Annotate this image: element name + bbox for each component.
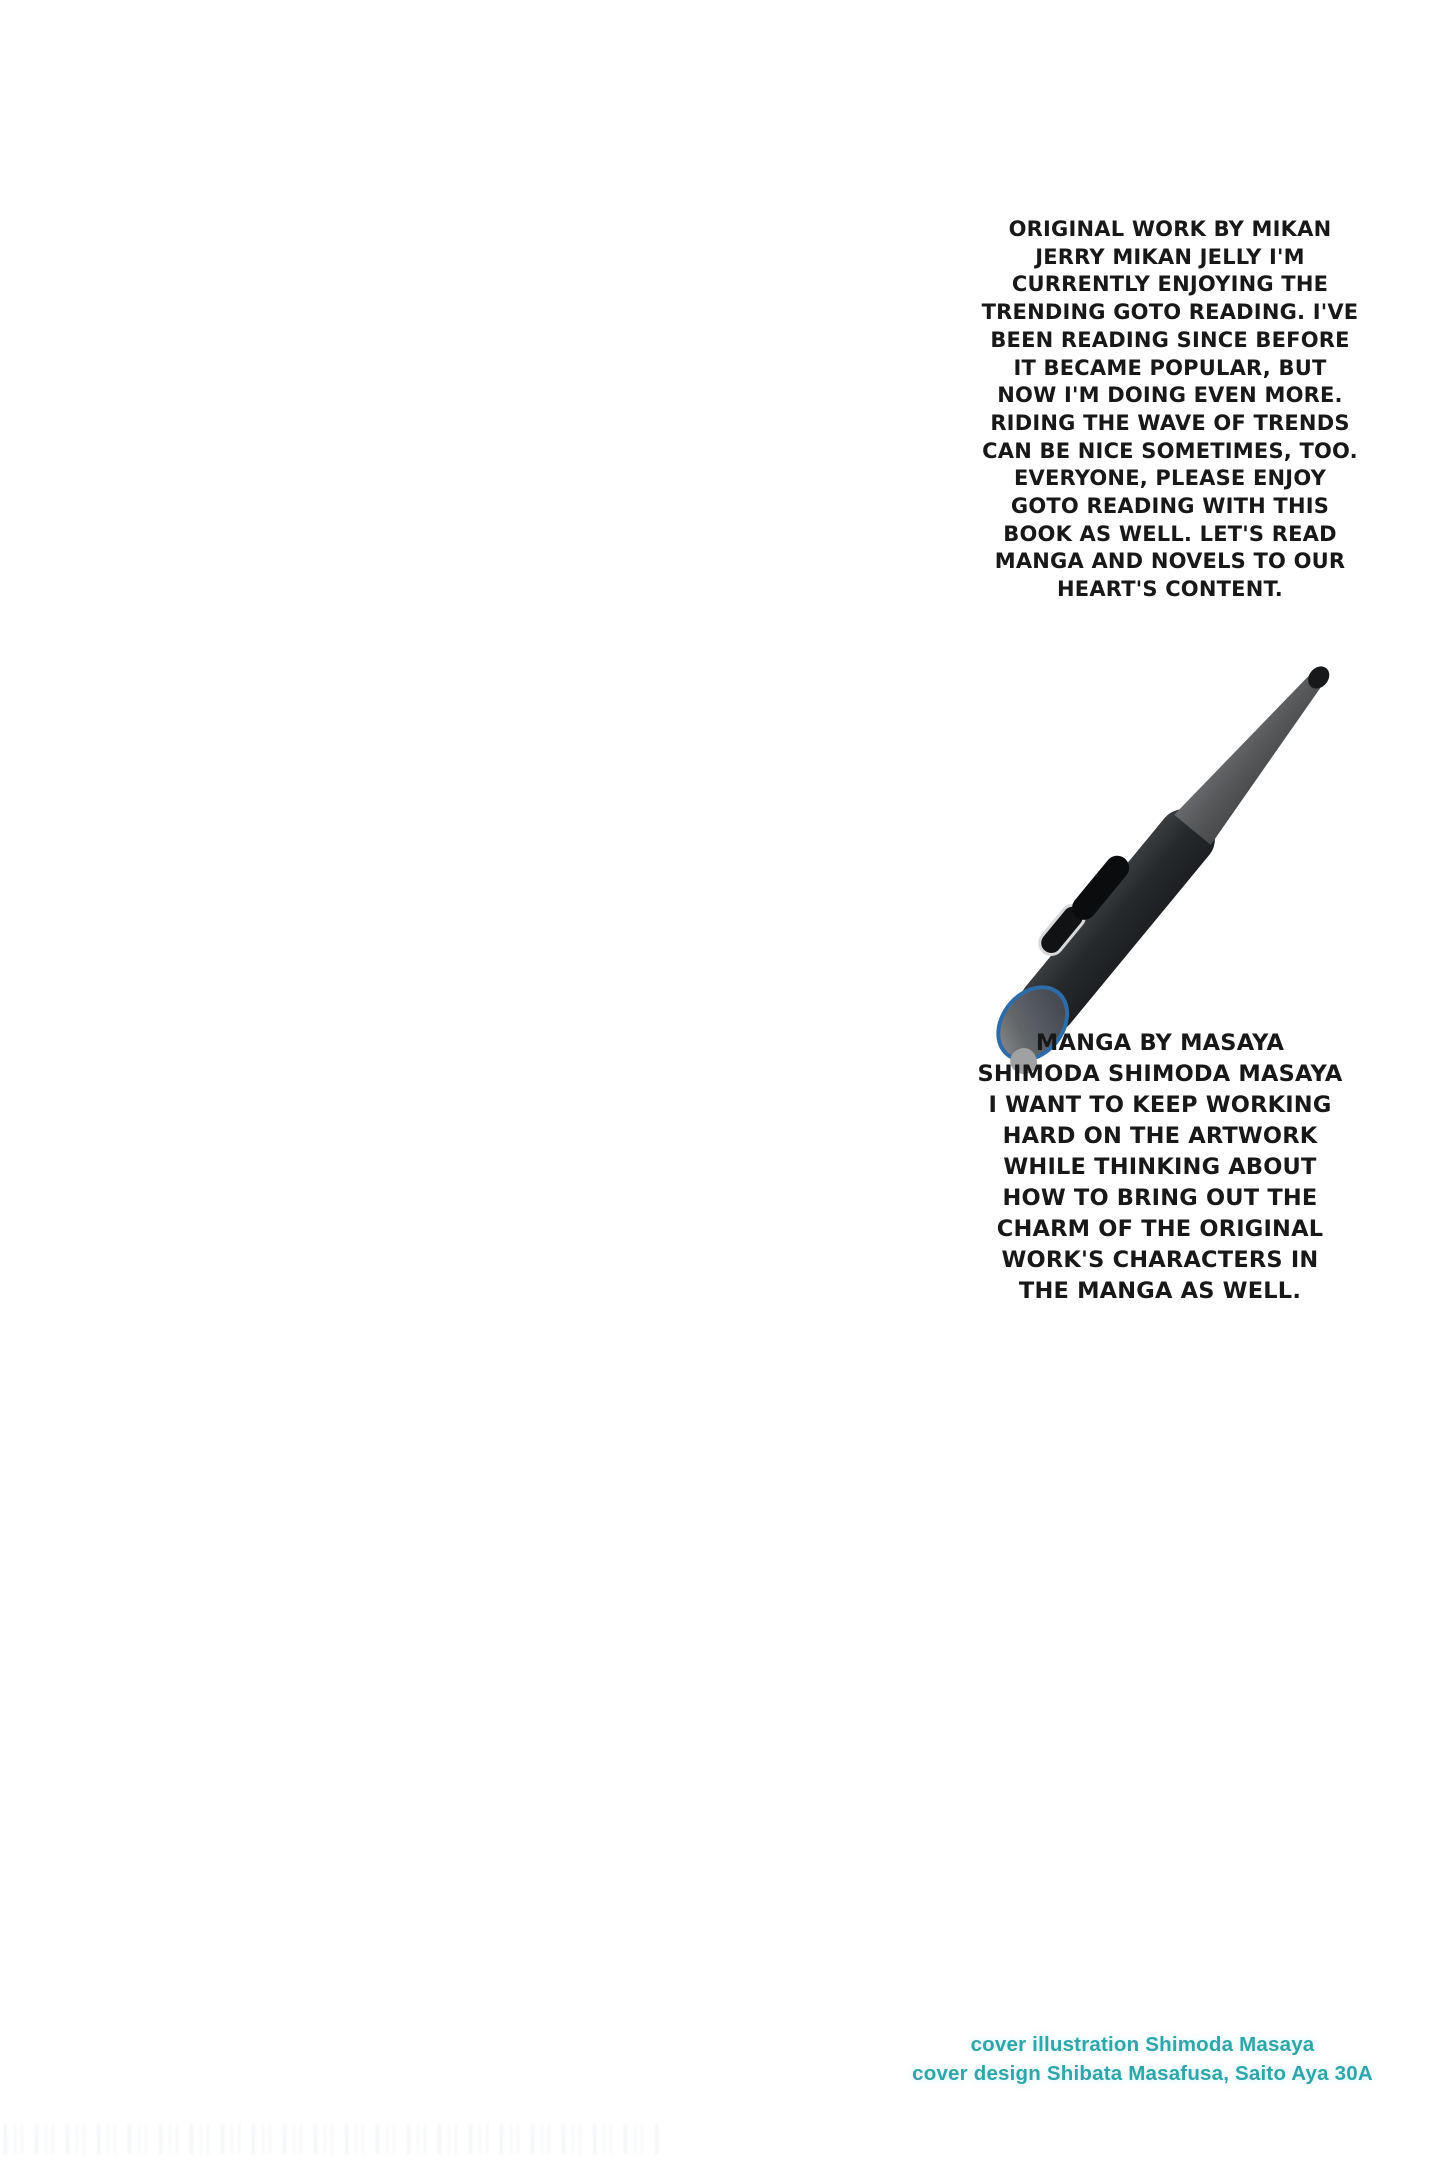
note-line: CAN BE NICE SOMETIMES, TOO. bbox=[982, 438, 1358, 463]
note-line: CURRENTLY ENJOYING THE bbox=[1011, 272, 1329, 297]
note-line: WORK'S CHARACTERS IN bbox=[1001, 1247, 1319, 1273]
note-line: WHILE THINKING ABOUT bbox=[1003, 1154, 1317, 1180]
note-line: CHARM OF THE ORIGINAL bbox=[996, 1216, 1324, 1242]
note-line: NOW I'M DOING EVEN MORE. bbox=[997, 383, 1343, 408]
note-line: MANGA AND NOVELS TO OUR bbox=[994, 549, 1346, 574]
note-line: GOTO READING WITH THIS bbox=[1010, 494, 1330, 519]
cover-credits bbox=[860, 2030, 1425, 2088]
note-line: SHIMODA SHIMODA MASAYA bbox=[977, 1061, 1343, 1087]
note-line: TRENDING GOTO READING. I'VE bbox=[981, 300, 1359, 325]
stylus-pen-illustration bbox=[981, 650, 1348, 1077]
note-line: EVERYONE, PLEASE ENJOY bbox=[1013, 466, 1327, 491]
credit-cover-illustration: cover illustration Shimoda Masaya bbox=[970, 2033, 1315, 2056]
note-line: ORIGINAL WORK BY MIKAN bbox=[1008, 217, 1332, 241]
note-line: RIDING THE WAVE OF TRENDS bbox=[990, 410, 1350, 435]
credit-cover-design: cover design Shibata Masafusa, Saito Aya 30A bbox=[912, 2062, 1373, 2085]
original-author-note bbox=[935, 216, 1405, 604]
note-line: HARD ON THE ARTWORK bbox=[1002, 1123, 1318, 1149]
note-line: I WANT TO KEEP WORKING bbox=[988, 1092, 1332, 1118]
note-line: JERRY MIKAN JELLY I'M bbox=[1035, 244, 1305, 269]
manga-artist-note bbox=[925, 1028, 1395, 1307]
note-line: HOW TO BRING OUT THE bbox=[1002, 1185, 1318, 1211]
note-line: MANGA BY MASAYA bbox=[1035, 1030, 1285, 1056]
note-line: THE MANGA AS WELL. bbox=[1018, 1278, 1302, 1304]
note-line: HEART'S CONTENT. bbox=[1057, 577, 1283, 602]
ghost-text-remnants bbox=[4, 2124, 664, 2154]
note-line: BEEN READING SINCE BEFORE bbox=[990, 327, 1350, 352]
note-line: BOOK AS WELL. LET'S READ bbox=[1003, 521, 1337, 546]
note-line: IT BECAME POPULAR, BUT bbox=[1013, 355, 1327, 380]
